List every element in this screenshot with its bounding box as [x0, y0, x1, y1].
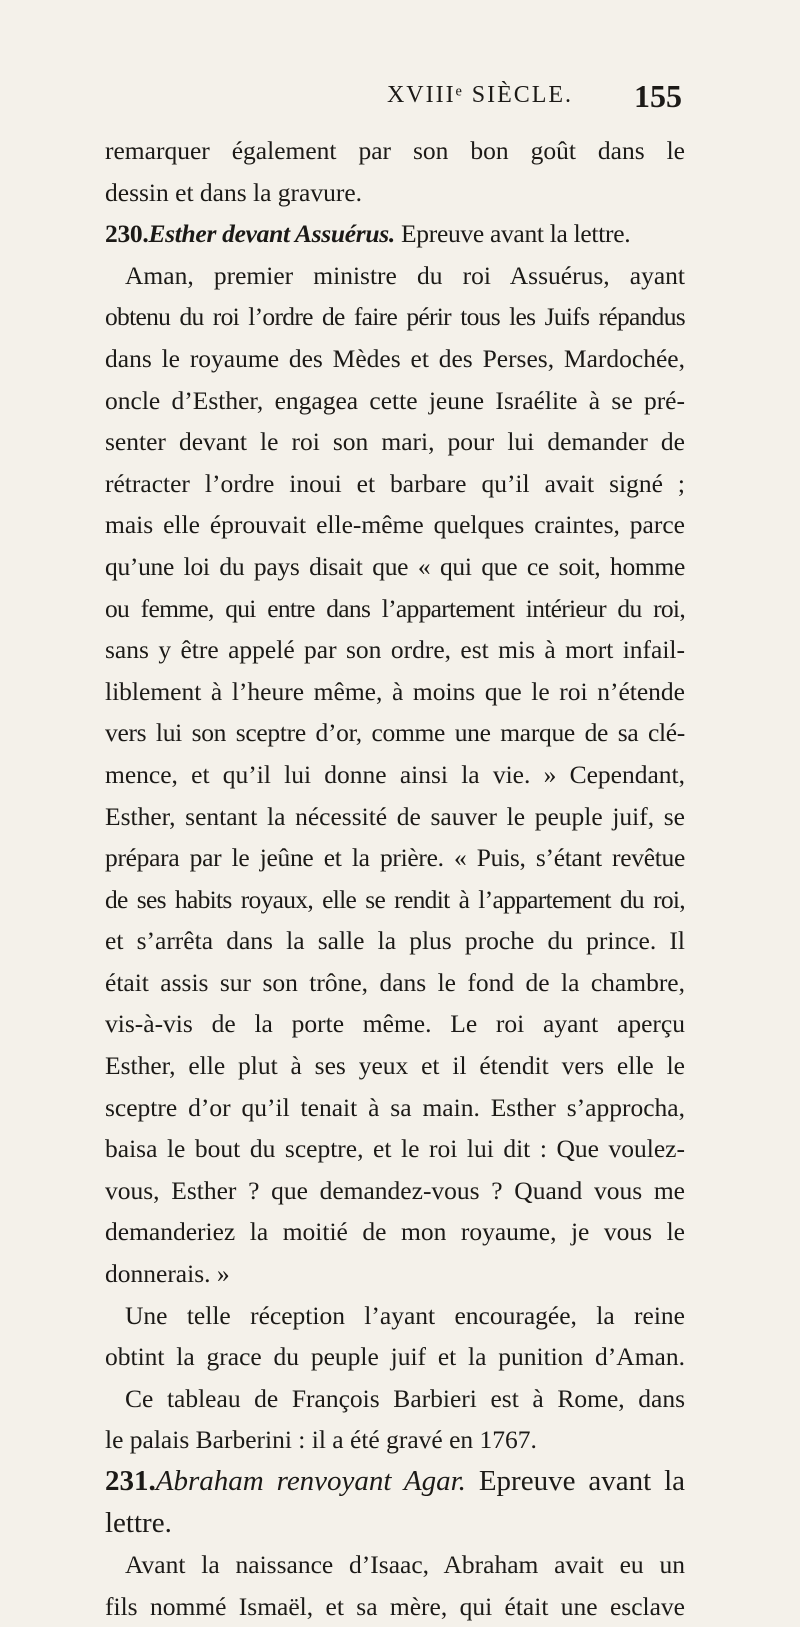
text-line: obtint la grace du peuple juif et la punition d’Aman. [105, 1342, 685, 1372]
text-line: le palais Barberini : il a été gravé en 1767. [105, 1425, 537, 1455]
text-line: sceptre d’or qu’il tenait à sa main. Esther s’approcha, [105, 1092, 685, 1122]
text-line: Ce tableau de François Barbieri est à Rome, dans [125, 1383, 685, 1413]
text-line: prépara par le jeûne et la prière. « Puis, s’étant revêtue [105, 843, 685, 873]
text-line: sans y être appelé par son ordre, est mis à mort infail- [105, 635, 685, 665]
page-header [0, 76, 800, 116]
text-line: demanderiez la moitié de mon royaume, je vous le [105, 1217, 685, 1247]
text-line: qu’une loi du pays disait que « qui que ce soit, homme [105, 551, 685, 581]
text-line: oncle d’Esther, engagea cette jeune Israélite à se pré- [105, 385, 685, 415]
text-line: Une telle réception l’ayant encouragée, la reine [125, 1300, 685, 1330]
text-line: mais elle éprouvait elle-même quelques craintes, parce [105, 510, 685, 540]
text-line: remarquer également par son bon goût dans le [105, 136, 685, 165]
text-line: rétracter l’ordre inoui et barbare qu’il avait signé ; [105, 468, 685, 498]
entry-heading-231 [105, 1461, 685, 1503]
text-line: dessin et dans la gravure. [105, 177, 363, 207]
text-line: mence, et qu’il lui donne ainsi la vie. » Cependant, [105, 759, 685, 789]
text-line: liblement à l’heure même, à moins que le roi n’étende [105, 676, 685, 706]
text-line: Esther, elle plut à ses yeux et il étendit vers elle le [105, 1051, 685, 1081]
entry-number: 230. [105, 219, 149, 249]
running-head: XVIIIᵉ SIÈCLE. [386, 82, 574, 108]
body-text [105, 130, 685, 1627]
text-line: vers lui son sceptre d’or, comme une marque de sa clé- [105, 718, 685, 748]
text-line: Avant la naissance d’Isaac, Abraham avait eu un [125, 1550, 685, 1580]
page-number: 155 [634, 78, 682, 114]
text-line: et s’arrêta dans la salle la plus proche du prince. Il [105, 926, 685, 956]
text-line: donnerais. » [105, 1259, 230, 1289]
text-line: de ses habits royaux, elle se rendit à l’appartement du roi, [105, 884, 685, 914]
entry-title: Abraham renvoyant Agar. [155, 1465, 466, 1497]
text-line: obtenu du roi l’ordre de faire périr tous les Juifs répandus [105, 302, 685, 332]
entry-note: Epreuve avant la lettre. [394, 219, 631, 249]
text-line: Aman, premier ministre du roi Assuérus, ayant [125, 260, 685, 290]
entry-number: 231. [105, 1465, 156, 1497]
entry-heading-230 [105, 213, 685, 255]
text-line: lettre. [105, 1506, 172, 1539]
text-line: ou femme, qui entre dans l’appartement intérieur du roi, [105, 593, 685, 623]
entry-note: Epreuve avant la [465, 1465, 686, 1497]
text-line: vis-à-vis de la porte même. Le roi ayant aperçu [105, 1009, 685, 1039]
text-line: vous, Esther ? que demandez-vous ? Quand vous me [105, 1175, 685, 1205]
text-line: baisa le bout du sceptre, et le roi lui dit : Que voulez- [105, 1134, 685, 1164]
text-line: Esther, sentant la nécessité de sauver le peuple juif, se [105, 801, 685, 831]
text-line: était assis sur son trône, dans le fond de la chambre, [105, 967, 685, 997]
entry-title: Esther devant Assuérus. [148, 219, 395, 249]
text-line: senter devant le roi son mari, pour lui demander de [105, 427, 685, 457]
text-line: fils nommé Ismaël, et sa mère, qui était une esclave [105, 1591, 685, 1621]
text-line: dans le royaume des Mèdes et des Perses, Mardochée, [105, 343, 685, 373]
